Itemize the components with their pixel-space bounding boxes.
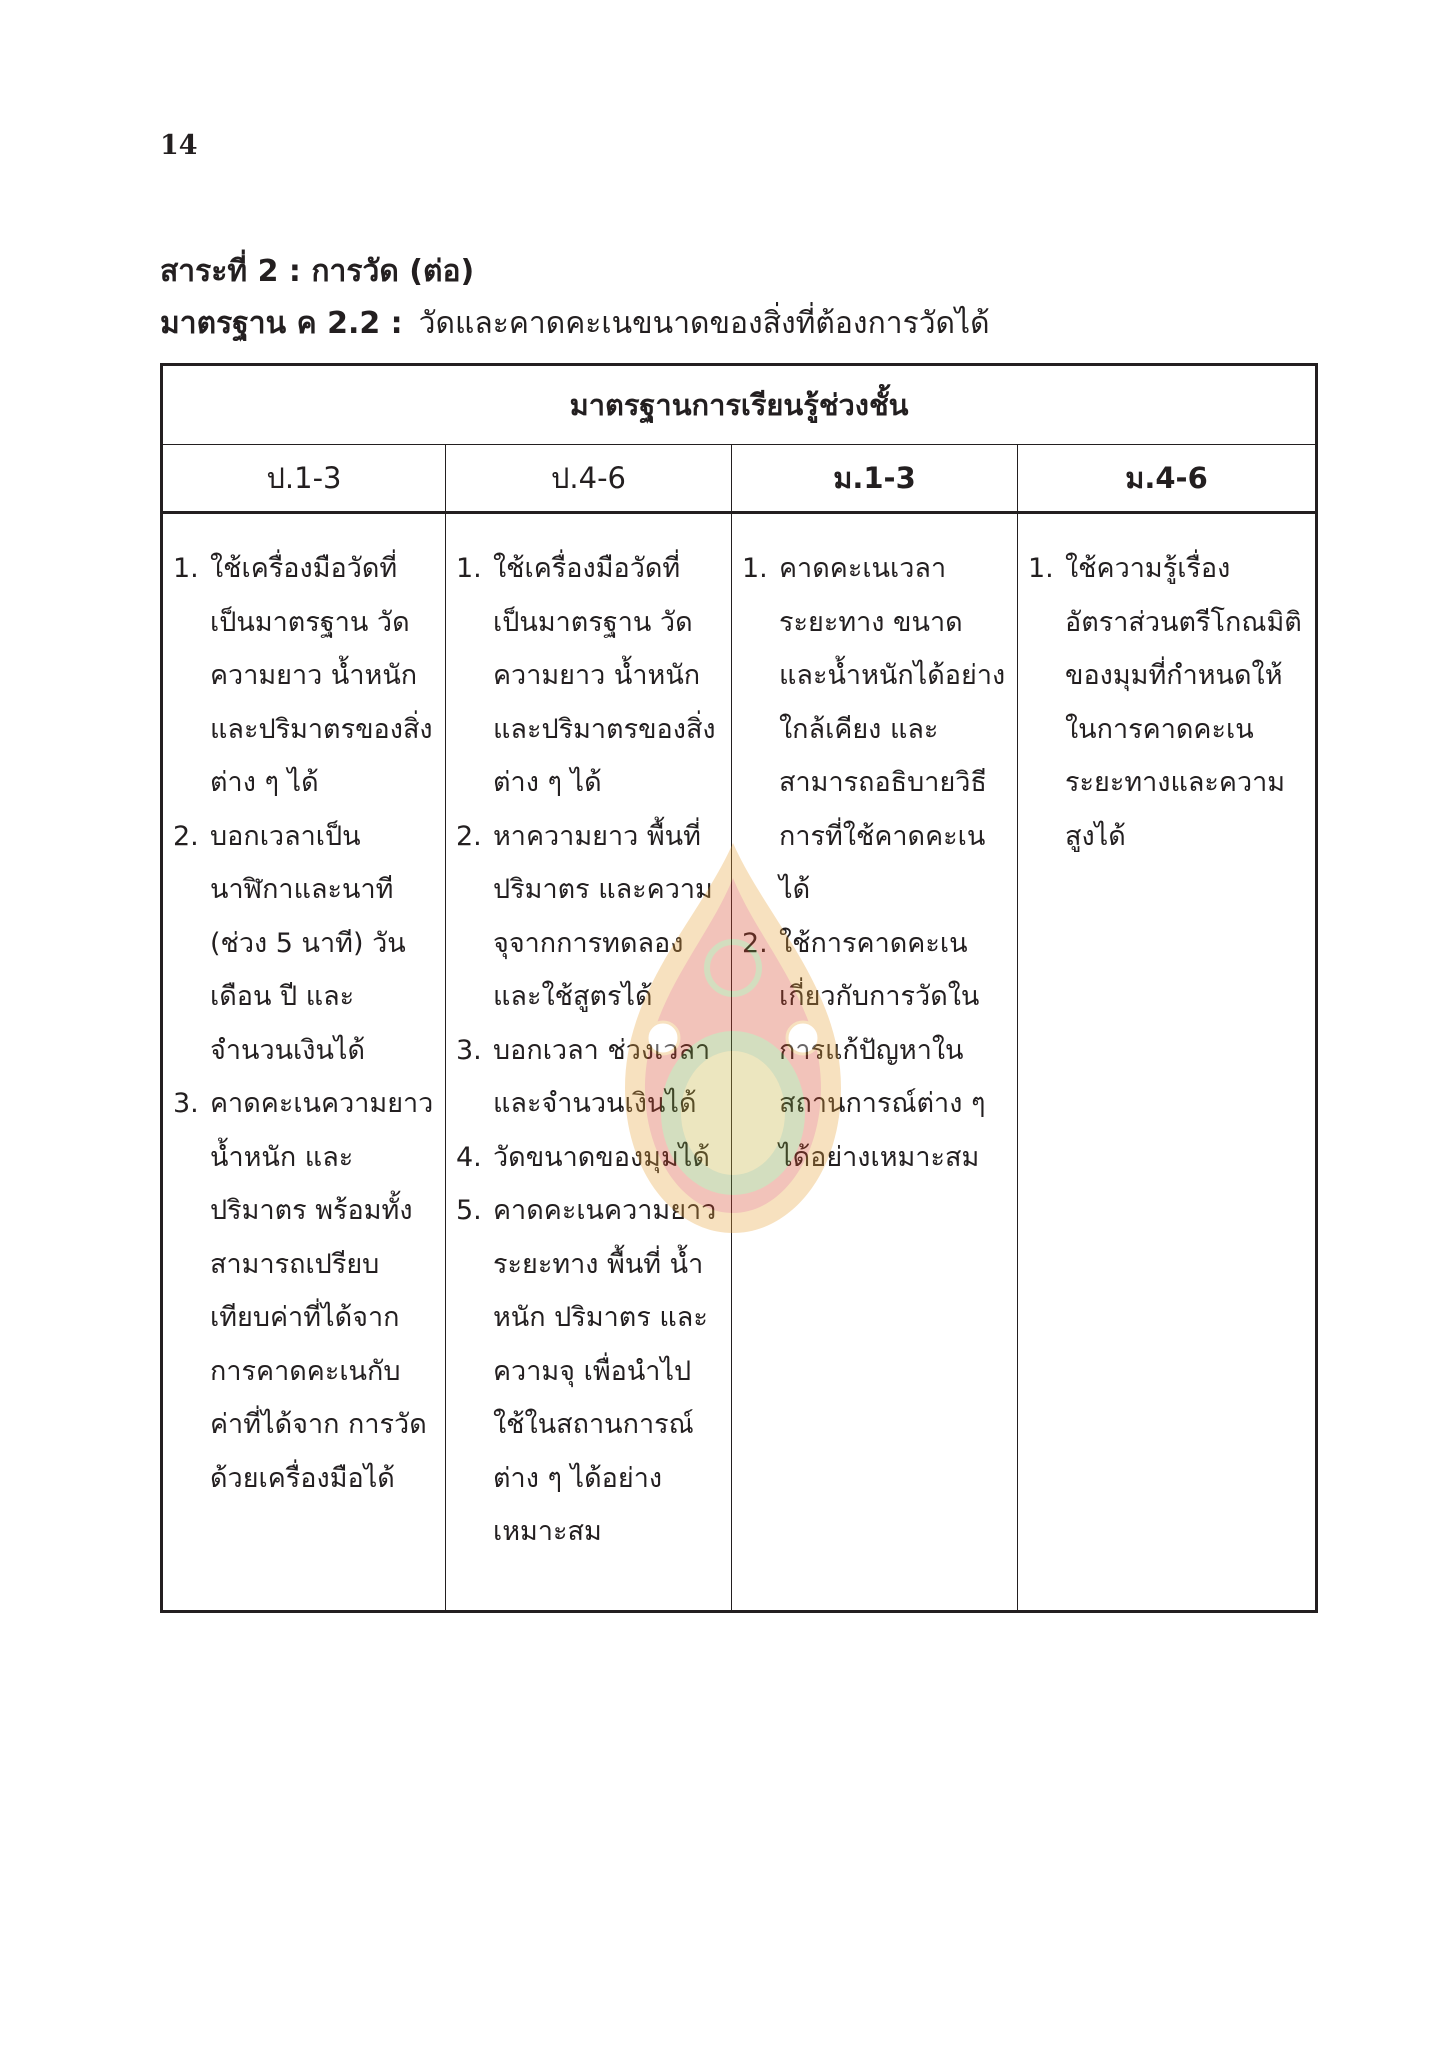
list-item xyxy=(173,810,435,1078)
level-header: ม.4-6 xyxy=(1018,445,1317,513)
content-cell-m4-6 xyxy=(1018,513,1317,1612)
item-number: 3. xyxy=(456,1034,482,1066)
standard-description: วัดและคาดคะเนขนาดของสิ่งที่ต้องการวัดได้ xyxy=(418,306,990,341)
item-text: ใช้เครื่องมือวัดที่เป็นมาตรฐาน วัดความยาว น้ำหนักและปริมาตรของสิ่งต่าง ๆ ได้ xyxy=(493,553,716,798)
item-number: 3. xyxy=(173,1088,199,1119)
list-item xyxy=(173,542,435,810)
standard-title xyxy=(160,300,990,347)
item-text: ใช้ความรู้เรื่องอัตราส่วนตรีโกณมิติของมุมที่กำหนดให้ในการคาดคะเนระยะทางและความสูงได้ xyxy=(1065,553,1302,852)
standard-label: มาตรฐาน ค 2.2 : xyxy=(160,306,403,341)
list-item xyxy=(742,917,1007,1185)
item-number: 1. xyxy=(742,553,768,584)
item-number: 2. xyxy=(742,927,768,959)
item-number: 5. xyxy=(456,1195,482,1226)
item-text: บอกเวลาเป็นนาฬิกาและนาที (ช่วง 5 นาที) วัน เดือน ปี และจำนวนเงินได้ xyxy=(210,820,406,1066)
content-cell-p1-3 xyxy=(162,513,446,1612)
item-text: บอกเวลา ช่วงเวลาและจำนวนเงินได้ xyxy=(493,1034,711,1119)
item-text: หาความยาว พื้นที่ ปริมาตร และความจุจากการทดลอง และใช้สูตรได้ xyxy=(493,820,713,1012)
table-header: มาตรฐานการเรียนรู้ช่วงชั้น xyxy=(162,365,1317,445)
curriculum-table xyxy=(160,363,1318,1613)
list-item xyxy=(456,542,721,810)
list-item xyxy=(456,1131,721,1185)
level-header: ป.4-6 xyxy=(446,445,732,513)
content-cell-p4-6 xyxy=(446,513,732,1612)
item-number: 2. xyxy=(173,820,199,852)
list-item xyxy=(742,542,1007,917)
item-number: 1. xyxy=(1028,553,1054,584)
level-header: ป.1-3 xyxy=(162,445,446,513)
list-item xyxy=(173,1077,435,1505)
item-text: วัดขนาดของมุมได้ xyxy=(493,1141,710,1173)
item-text: ใช้เครื่องมือวัดที่เป็นมาตรฐาน วัดความยาว น้ำหนักและปริมาตรของสิ่งต่าง ๆ ได้ xyxy=(210,553,433,798)
item-number: 1. xyxy=(456,553,482,584)
item-number: 4. xyxy=(456,1141,482,1173)
strand-title: สาระที่ 2 : การวัด (ต่อ) xyxy=(160,254,475,289)
item-number: 1. xyxy=(173,553,199,584)
item-text: คาดคะเนเวลา ระยะทาง ขนาดและน้ำหนักได้อย่างใกล้เคียง และสามารถอธิบายวิธีการที่ใช้คาดคะเนได้ xyxy=(779,553,1006,905)
list-item xyxy=(456,1024,721,1131)
item-text: คาดคะเนความยาว ระยะทาง พื้นที่ น้ำหนัก ปริมาตร และความจุ เพื่อนำไปใช้ในสถานการณ์ต่าง ๆ ได้อย่างเหมาะสม xyxy=(493,1195,717,1547)
content-cell-m1-3 xyxy=(732,513,1018,1612)
list-item xyxy=(1028,542,1305,863)
item-text: ใช้การคาดคะเนเกี่ยวกับการวัดในการแก้ปัญหาในสถานการณ์ต่าง ๆ ได้อย่างเหมาะสม xyxy=(779,927,986,1173)
level-header: ม.1-3 xyxy=(732,445,1018,513)
page-number: 14 xyxy=(160,130,198,161)
item-text: คาดคะเนความยาว น้ำหนัก และปริมาตร พร้อมทั้งสามารถเปรียบเทียบค่าที่ได้จากการคาดคะเนกับค่าที่ได้จาก การวัดด้วยเครื่องมือได้ xyxy=(210,1088,434,1494)
item-number: 2. xyxy=(456,820,482,852)
list-item xyxy=(456,810,721,1024)
list-item xyxy=(456,1184,721,1559)
